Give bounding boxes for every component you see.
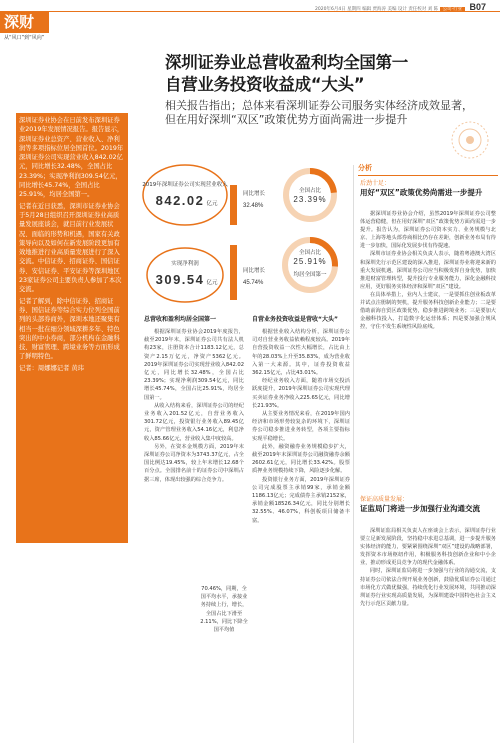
- profit-growth-bar: [230, 245, 237, 300]
- middle-article-paragraph: 经纪业务收入方面，随着市场交投活跃度提升，2019年深圳证券公司实现代理买卖证券业务净收入225.65亿元，同比增长21.93%。: [252, 378, 350, 409]
- side-box-1-kicker: 后劲十足：: [360, 180, 391, 187]
- column-divider: [353, 165, 354, 743]
- left-article-paragraph: 从收入结构来看，深圳证券公司的经纪业务收入201.52亿元，自营业务收入301.72亿元，投资银行业务收入89.45亿元，资产管理业务收入54.16亿元，利息净收入85.66亿元，营业收入集中度较高。: [144, 402, 244, 442]
- profit-growth-value: 45.74%: [243, 280, 264, 286]
- stats-infographic: [140, 150, 350, 305]
- section-title: 深财: [0, 12, 49, 33]
- section-subtitle: 从“风口”到“风向”: [4, 35, 45, 41]
- analysis-rule: [358, 175, 498, 176]
- revenue-growth-value: 32.48%: [243, 203, 264, 209]
- sidebar-paragraph: 深圳证券业协会在日前发布深圳证券业2019年发展情况报告。报告显示，深圳证券业总资产、营业收入、净利润等多项指标位居全国首位。2019年深圳证券公司实现营业收入842.02亿元，同比增长32.48%，全国占比23.39%；实现净利润309.54亿元，同比增长45.74%，全国占比25.91%，均居全国第一。: [19, 117, 124, 199]
- profit-rank: 均居全国第一: [293, 272, 327, 278]
- middle-article-body: [252, 328, 350, 525]
- side-box-1-body: [360, 210, 496, 331]
- decorative-flower-icon: [450, 120, 490, 164]
- profit-label: 实现净利润: [171, 261, 199, 267]
- header-date-editors: 2020年6月4日 星期四 编辑 贾海涛 美编 设计 责任校对 刘 陈: [315, 7, 439, 12]
- side-box-2-title: 证监局门将进一步加强行业沟通交流: [360, 504, 480, 513]
- side-box-2: [360, 494, 496, 514]
- left-article-callout: 70.46%，同期，全国平均水平，承接业务持续上行，增长，全国占比下滑至2.11%，同比下降全国平均值: [200, 586, 248, 634]
- side-box-1-paragraph: 据深圳证券业协会介绍，虽然2019年深圳证券公司整体运营稳健，但在用好深圳“双区”政策优势方面尚需进一步提升。报告认为，深圳证券公司资本实力、业务规模与北京、上海等地头部券商相比仍存在差距，创新业务布局有待进一步加快，国际化发展步伐有待提速。: [360, 211, 496, 250]
- left-article-heading: 总营收和盈利均居全国第一: [144, 316, 217, 323]
- side-box-1-paragraph: 深圳市证券业协会相关负责人表示，随着粤港澳大湾区和深圳先行示范区建设的深入推进，深圳证券业将迎来新的重大发展机遇。深圳证券公司应当积极发挥自身优势，加快推进财富管理转型，提升投行专业服务能力，深化金融科技应用，更好服务实体经济和深圳“双区”建设。: [360, 251, 496, 290]
- left-article-paragraph: 另外，在资本金规模方面，2019年末深圳证券公司净资本为3743.37亿元，占全国比例达19.45%，较上年末增长12.68个百分点。全国排名前十的证券公司中深圳占据三席，体现出较强的综合竞争力。: [144, 443, 244, 483]
- side-box-2-paragraph: 同时，深圳证监局将进一步加强与行业的沟通交流，支持证券公司依法合规开展业务创新，鼓励优质证券公司通过市场化方式做优做强，持续优化行业发展环境，共同推动深圳证券行业实现高质量发展，为深圳建设中国特色社会主义先行示范区贡献力量。: [360, 568, 496, 607]
- revenue-share-label: 全国占比: [298, 188, 322, 194]
- revenue-share-value: 23.39%: [293, 195, 327, 204]
- middle-article-paragraph: 投资银行业务方面，2019年深圳证券公司完成股票主承销99家，承销金额1186.13亿元；完成债券主承销2152家，承销金额18526.34亿元，同比分别增长32.55%、46.07%，科创板项目储备丰富。: [252, 476, 350, 524]
- middle-article-paragraph: 从主要业务情况来看，在2019年国内经济和市场形势较复杂的环境下，深圳证券公司稳步推进业务转型，各项主要指标实现平稳增长。: [252, 411, 350, 442]
- revenue-label: 2019年深圳证券公司实现营业收入: [142, 182, 228, 188]
- headline: [165, 52, 500, 96]
- revenue-value: 842.02: [155, 193, 205, 208]
- sidebar-byline: 记者：周娜娜记者 黄玮: [19, 364, 84, 372]
- header-section-tag: 公司·行业: [440, 7, 465, 12]
- profit-share-value: 25.91%: [293, 257, 327, 266]
- profit-value: 309.54: [155, 272, 205, 287]
- side-box-2-body: [360, 527, 496, 608]
- revenue-growth-label: 同比增长: [243, 191, 266, 197]
- revenue-unit: 亿元: [206, 201, 218, 207]
- side-box-2-paragraph: 深圳证监局相关负责人在座谈会上表示，深圳证券行业要立足新发展阶段，坚持稳中求进总基调，进一步提升服务实体经济的能力，要紧紧围绕深圳“双区”建设的战略部署，发挥资本市场枢纽作用，积极服务科技创新企业和中小企业，推动形成更具竞争力的现代金融体系。: [360, 528, 496, 567]
- analysis-label: 分析: [358, 164, 372, 172]
- side-box-1-paragraph: 在具体举措上，业内人士建议，一是要抓住创业板改革并试点注册制的契机，提升服务科技创新企业能力；二是要借助前海自贸区政策优势，稳步推进跨境业务；三是要加大金融科技投入，打造数字化运营体系；四是要加强合规风控，守住不发生系统性风险底线。: [360, 291, 496, 331]
- page-header: [0, 0, 500, 12]
- sidebar-paragraph: 记者在近日获悉，深圳市证券业协会于5月28日组织召开深圳证券业高质量发展座谈会，就目前行业发展状况、面临的形势和机遇，国家有关政策导向以及如何在新发展阶段更加有效地推进行业高质量发展进行了深入交流。中信证券、招商证券、国信证券、安信证券、平安证券等深圳地区23家证券公司主要负责人参加了本次交流。: [19, 202, 122, 294]
- left-article-paragraph: 根据深圳证券业协会2019年度报告，截至2019年末，深圳证券公司共有法人机构23家，注册资本合计1183.12亿元，总资产2.15万亿元，净资产5362亿元。2019年深圳证券公司实现营业收入842.02亿元，同比增长32.48%，全国占比23.39%；实现净利润309.54亿元，同比增长45.74%，全国占比25.91%，均居全国第一。: [144, 329, 244, 401]
- sidebar-summary: [19, 116, 125, 375]
- middle-article-paragraph: 此外，融资融券业务规模稳步扩大，截至2019年末深圳证券公司融资融券余额2602.61亿元，同比增长33.42%。股票质押业务规模持续下降，风险逐步化解。: [252, 443, 350, 475]
- infographic-svg: [140, 150, 350, 305]
- side-box-1-title: 用好“双区”政策优势尚需进一步提升: [360, 188, 483, 197]
- page-number: B07: [469, 2, 486, 12]
- headline-line-2: 自营业务投资收益成“大头”: [165, 75, 365, 94]
- profit-growth-label: 同比增长: [243, 268, 266, 274]
- sidebar-paragraph: 记者了解到，除中信证券、招商证券、国信证券等综合实力位列全国前列的头部券商外，深圳本地还聚集有相当一批在细分领域深耕多年、特色突出的中小券商，部分机构在金融科技、财富管理、跨境业务等方面形成了鲜明特色。: [19, 297, 120, 361]
- side-box-2-kicker: 保证高质量发展：: [360, 496, 409, 503]
- side-box-1: [360, 178, 496, 198]
- middle-article-paragraph: 根据营业收入结构分析，深圳证券公司对自营业务收益依赖程度较高。2019年自营投资收益一次性大幅增长，占比由上年的28.03%上升至35.83%，成为营业收入第一大来源。其中，证券投资收益362.15亿元，占比43.01%。: [252, 329, 350, 377]
- profit-unit: 亿元: [206, 280, 218, 286]
- subheadline-line-2: 但在用好深圳“双区”政策优势方面尚需进一步提升: [165, 113, 408, 126]
- subheadline-line-1: 相关报告指出；总体来看深圳证券公司服务实体经济成效显著，: [165, 99, 473, 112]
- profit-share-label: 全国占比: [298, 250, 322, 256]
- header-meta: [315, 2, 486, 12]
- middle-article-heading: 自营业务投资收益是营收“大头”: [252, 316, 338, 323]
- headline-line-1: 深圳证券业总营收盈利均全国第一: [165, 53, 409, 72]
- revenue-growth-bar: [230, 185, 237, 225]
- left-article-body: [144, 328, 244, 484]
